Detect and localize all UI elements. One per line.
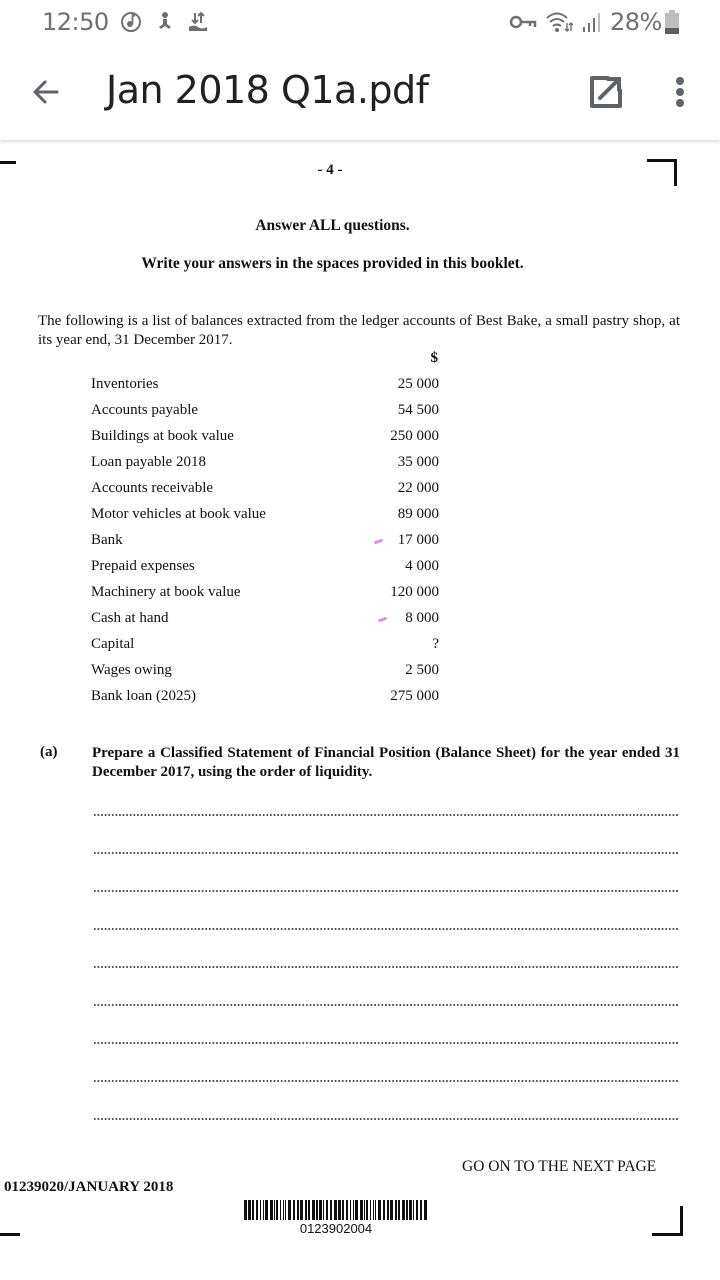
ledger-row xyxy=(91,480,439,500)
ledger-label: Motor vehicles at book value xyxy=(91,506,266,522)
wifi-icon xyxy=(544,10,574,34)
page-number: - 4 - xyxy=(317,162,343,178)
crop-mark-bottom-right-h xyxy=(652,1233,683,1236)
arrow-left-icon xyxy=(31,77,61,107)
more-options-button[interactable] xyxy=(660,70,700,114)
instruction-answer-all: Answer ALL questions. xyxy=(255,217,410,234)
open-with-button[interactable] xyxy=(584,70,628,114)
ledger-row xyxy=(91,428,439,448)
ledger-value: 17 000 xyxy=(397,532,439,548)
open-in-new-icon xyxy=(589,75,623,109)
ledger-row xyxy=(91,558,439,578)
data-transfer-icon xyxy=(185,10,211,34)
ledger-row xyxy=(91,532,439,552)
ledger-value: ? xyxy=(432,636,439,652)
answer-line[interactable] xyxy=(93,852,678,854)
battery-icon xyxy=(664,10,680,34)
crop-mark-bottom-left xyxy=(0,1233,20,1236)
question-label: (a) xyxy=(40,744,58,760)
ledger-label: Inventories xyxy=(91,376,159,392)
ledger-row xyxy=(91,376,439,396)
pdf-page[interactable] xyxy=(0,140,720,1280)
paper-code: 01239020/JANUARY 2018 xyxy=(4,1179,174,1195)
ledger-value: 25 000 xyxy=(397,376,439,392)
document-title: Jan 2018 Q1a.pdf xyxy=(106,68,429,112)
highlighter-mark xyxy=(374,539,383,545)
ledger-row xyxy=(91,636,439,656)
highlighter-mark xyxy=(378,617,387,623)
ledger-value: 4 000 xyxy=(405,558,439,574)
ledger-value: 250 000 xyxy=(390,428,439,444)
ledger-value: 8 000 xyxy=(405,610,439,626)
ledger-label: Prepaid expenses xyxy=(91,558,195,574)
ledger-label: Cash at hand xyxy=(91,610,169,626)
more-vert-icon xyxy=(674,76,686,108)
status-bar xyxy=(0,0,720,44)
answer-line[interactable] xyxy=(93,966,678,968)
ledger-row xyxy=(91,506,439,526)
vpn-key-icon xyxy=(508,10,538,34)
battery-percentage: 28% xyxy=(610,8,662,36)
ledger-row xyxy=(91,688,439,708)
ledger-row xyxy=(91,454,439,474)
answer-line[interactable] xyxy=(93,1118,678,1120)
ledger-label: Bank xyxy=(91,532,123,548)
ledger-value: 2 500 xyxy=(405,662,439,678)
app-bar xyxy=(0,44,720,140)
ledger-value: 89 000 xyxy=(397,506,439,522)
ledger-row xyxy=(91,610,439,630)
ledger-label: Bank loan (2025) xyxy=(91,688,196,704)
ledger-value: 22 000 xyxy=(397,480,439,496)
ledger-value: 35 000 xyxy=(397,454,439,470)
question-text: Prepare a Classified Statement of Financial Position (Balance Sheet) for the year ended 31 December 2017, using the order of liquidity. xyxy=(92,745,680,780)
back-button[interactable] xyxy=(26,72,66,112)
signal-icon xyxy=(578,10,604,34)
answer-line[interactable] xyxy=(93,1080,678,1082)
ledger-value: 54 500 xyxy=(397,402,439,418)
crop-mark-bottom-right-v xyxy=(680,1206,683,1236)
ledger-row xyxy=(91,402,439,422)
ledger-label: Loan payable 2018 xyxy=(91,454,206,470)
ledger-label: Capital xyxy=(91,636,135,652)
crop-mark-top-right-v xyxy=(674,159,677,186)
status-time: 12:50 xyxy=(42,8,109,36)
answer-line[interactable] xyxy=(93,890,678,892)
answer-line[interactable] xyxy=(93,928,678,930)
barcode xyxy=(244,1200,428,1220)
barcode-number: 0123902004 xyxy=(299,1221,373,1236)
ledger-label: Accounts payable xyxy=(91,402,199,418)
accessibility-icon xyxy=(152,10,178,34)
ledger-row xyxy=(91,584,439,604)
ledger-value: 275 000 xyxy=(390,688,439,704)
answer-line[interactable] xyxy=(93,1042,678,1044)
ledger-label: Buildings at book value xyxy=(91,428,234,444)
go-on-notice: GO ON TO THE NEXT PAGE xyxy=(462,1158,657,1175)
ledger-label: Accounts receivable xyxy=(91,480,214,496)
media-player-icon xyxy=(118,10,144,34)
ledger-value: 120 000 xyxy=(390,584,439,600)
instruction-write-answers: Write your answers in the spaces provided in this booklet. xyxy=(141,255,524,272)
ledger-row xyxy=(91,662,439,682)
answer-line[interactable] xyxy=(93,1004,678,1006)
ledger-label: Wages owing xyxy=(91,662,172,678)
currency-header: $ xyxy=(430,350,438,366)
answer-line[interactable] xyxy=(93,814,678,816)
intro-paragraph: The following is a list of balances extracted from the ledger accounts of Best Bake, a small pastry shop, at its year end, 31 December 2017. xyxy=(38,313,680,348)
ledger-label: Machinery at book value xyxy=(91,584,241,600)
